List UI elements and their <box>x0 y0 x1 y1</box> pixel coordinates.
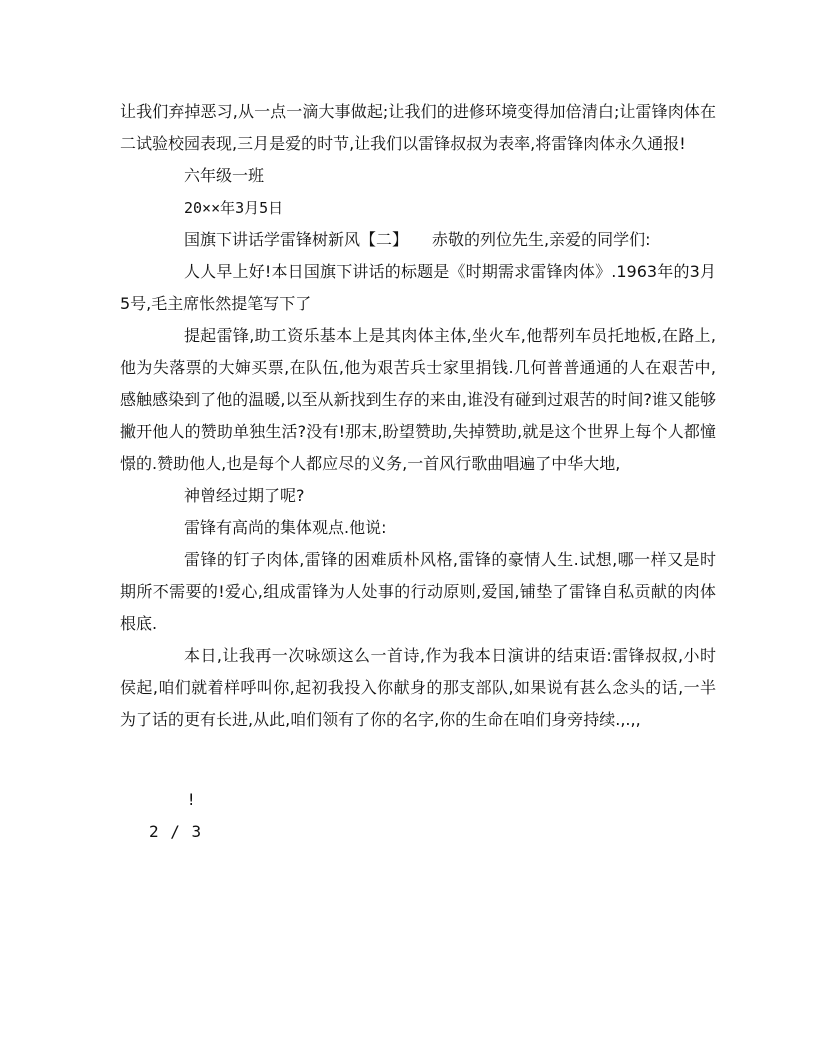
paragraph-greeting: 人人早上好!本日国旗下讲话的标题是《时期需求雷锋肉体》.1963年的3月5号,毛主席怅然提笔写下了 <box>120 262 716 313</box>
trailing-exclamation: ! <box>188 790 195 809</box>
page-number: 2 / 3 <box>149 822 203 841</box>
paragraph-class-signature: 六年级一班 <box>184 166 265 185</box>
paragraph-closing-poem: 本日,让我再一次咏颂这么一首诗,作为我本日演讲的结束语:雷锋叔叔,小时侯起,咱们就着样呼叫你,起初我投入你献身的那支部队,如果说有甚么念头的话,一半为了话的更有长进,从此,咱们领有了你的名字,你的生命在咱们身旁持续.,.,, <box>120 646 716 729</box>
paragraph-lei-feng-spirit: 雷锋的钉子肉体,雷锋的困难质朴风格,雷锋的豪情人生.试想,哪一样又是时期所不需要的!爱心,组成雷锋为人处事的行动原则,爱国,铺垫了雷锋自私贡献的肉体根底. <box>120 550 716 633</box>
paragraph-helping-others: 提起雷锋,助工资乐基本上是其肉体主体,坐火车,他帮列车员托地板,在路上,他为失落票的大婶买票,在队伍,他为艰苦兵士家里捐钱.几何普普通通的人在艰苦中,感触感染到了他的温暖,以至从新找到生存的来由,谁没有碰到过艰苦的时间?谁又能够撇开他人的赞助单独生活?没有!那末,盼望赞助,失掉赞助,就是这个世界上每个人都憧憬的.赞助他人,也是每个人都应尽的义务,一首风行歌曲唱遍了中华大地, <box>120 326 716 473</box>
paragraph-collective-view: 雷锋有高尚的集体观点.他说: <box>184 518 387 537</box>
document-body <box>120 96 716 736</box>
paragraph-date: 20××年3月5日 <box>184 199 284 217</box>
paragraph-closing-appeal: 让我们弃掉恶习,从一点一滴大事做起;让我们的进修环境变得加倍清白;让雷锋肉体在二试验校园表现,三月是爱的时节,让我们以雷锋叔叔为表率,将雷锋肉体永久通报! <box>120 102 716 153</box>
paragraph-speech-title: 国旗下讲话学雷锋树新风【二】 赤敬的列位先生,亲爱的同学们: <box>184 230 651 249</box>
paragraph-question: 神曾经过期了呢? <box>184 486 305 505</box>
